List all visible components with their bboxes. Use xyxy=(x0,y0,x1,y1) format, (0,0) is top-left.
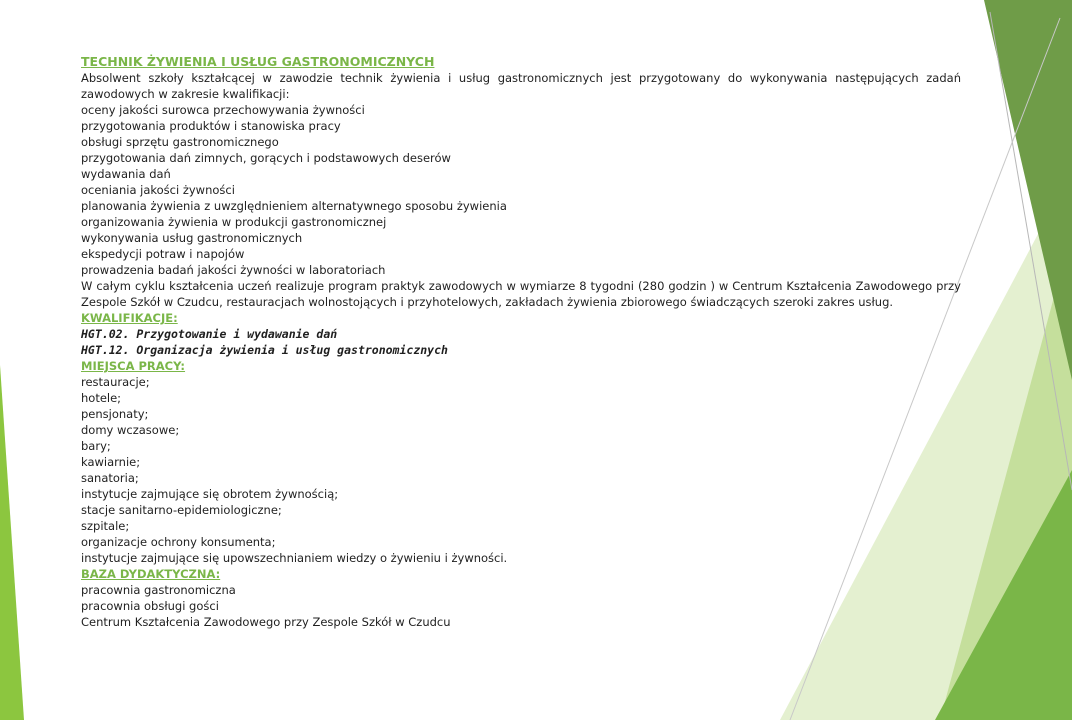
workplace-item: sanatoria; xyxy=(81,471,139,485)
workplace-item: szpitale; xyxy=(81,519,130,533)
base-item: pracownia gastronomiczna xyxy=(81,583,236,597)
intro-paragraph: Absolwent szkoły kształcącej w zawodzie technik żywienia i usług gastronomicznych jest przygotowany do wykonywania następujących zadań zawodowych w zakresie kwalifikacji: xyxy=(81,71,961,101)
task-item: prowadzenia badań jakości żywności w laboratoriach xyxy=(81,263,386,277)
task-item: przygotowania produktów i stanowiska pracy xyxy=(81,119,341,133)
workplace-item: organizacje ochrony konsumenta; xyxy=(81,535,276,549)
task-item: organizowania żywienia w produkcji gastronomicznej xyxy=(81,215,387,229)
page-title: TECHNIK ŻYWIENIA I USŁUG GASTRONOMICZNYCH xyxy=(81,54,435,69)
qualification-item: HGT.12. Organizacja żywienia i usług gastronomicznych xyxy=(81,343,448,357)
workplace-item: kawiarnie; xyxy=(81,455,141,469)
workplace-item: pensjonaty; xyxy=(81,407,149,421)
workplaces-heading: MIEJSCA PRACY: xyxy=(81,359,186,373)
left-green-strip xyxy=(0,365,24,720)
workplace-item: domy wczasowe; xyxy=(81,423,180,437)
base-item: pracownia obsługi gości xyxy=(81,599,219,613)
task-item: oceniania jakości żywności xyxy=(81,183,235,197)
task-item: oceny jakości surowca przechowywania żywności xyxy=(81,103,365,117)
workplace-item: stacje sanitarno-epidemiologiczne; xyxy=(81,503,282,517)
task-item: wykonywania usług gastronomicznych xyxy=(81,231,303,245)
practice-paragraph: W całym cyklu kształcenia uczeń realizuje program praktyk zawodowych w wymiarze 8 tygodni (280 godzin ) w Centrum Kształcenia Zawodowego przy Zespole Szkół w Czudcu, restauracjach wolnostojących i przyhotelowych, zakładach żywienia zbiorowego świadczących szeroki zakres usług. xyxy=(81,279,961,309)
task-item: przygotowania dań zimnych, gorących i podstawowych deserów xyxy=(81,151,451,165)
qualifications-heading: KWALIFIKACJE: xyxy=(81,311,178,325)
workplace-item: restauracje; xyxy=(81,375,150,389)
task-item: planowania żywienia z uwzględnieniem alternatywnego sposobu żywienia xyxy=(81,199,507,213)
workplace-item: hotele; xyxy=(81,391,122,405)
base-item: Centrum Kształcenia Zawodowego przy Zespole Szkół w Czudcu xyxy=(81,615,451,629)
qualification-item: HGT.02. Przygotowanie i wydawanie dań xyxy=(81,327,338,341)
workplace-item: bary; xyxy=(81,439,111,453)
task-item: obsługi sprzętu gastronomicznego xyxy=(81,135,279,149)
slide-content xyxy=(81,53,971,630)
base-heading: BAZA DYDAKTYCZNA: xyxy=(81,567,221,581)
workplace-item: instytucje zajmujące się obrotem żywnością; xyxy=(81,487,339,501)
task-item: wydawania dań xyxy=(81,167,171,181)
workplace-item: instytucje zajmujące się upowszechnianiem wiedzy o żywieniu i żywności. xyxy=(81,551,508,565)
task-item: ekspedycji potraw i napojów xyxy=(81,247,245,261)
